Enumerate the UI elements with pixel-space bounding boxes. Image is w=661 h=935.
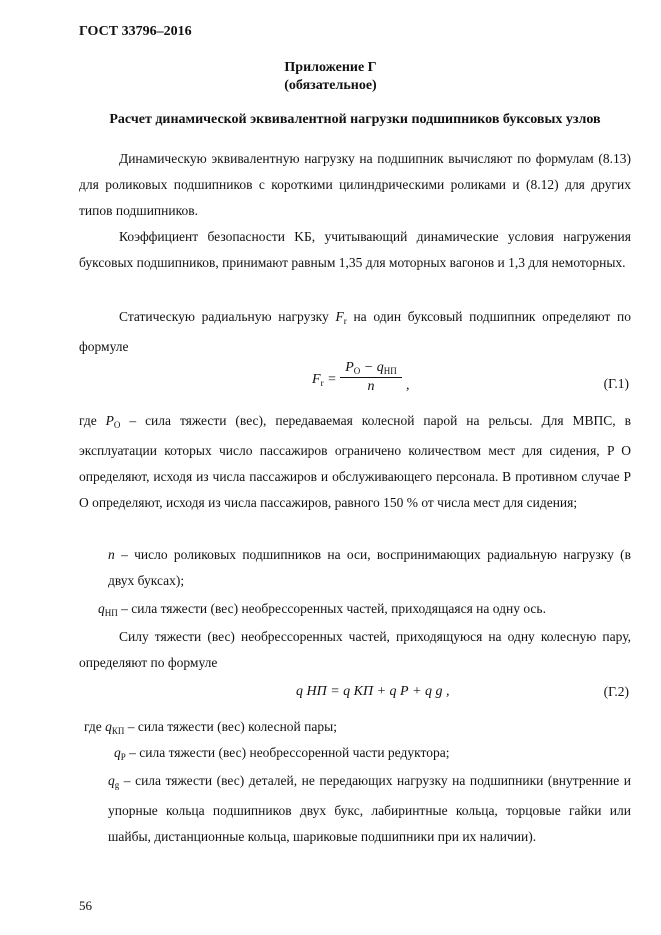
- formula-1-fraction: [340, 360, 402, 395]
- formula-2-number: (Г.2): [603, 684, 629, 699]
- appendix-status: (обязательное): [284, 78, 377, 93]
- formula-1-comma: ,: [406, 378, 410, 393]
- formula-1-numerator: $P_O - q_{НП}$: [340, 360, 402, 378]
- definition-qg: $q_g$ – сила тяжести (вес) деталей, не передающих нагрузку на подшипники (внутренние и упорные кольца подшипников двух букс, лабиринтные кольца, торцовые гайки или шайбы, дистанционные кольца, шариковые подшипники при их наличии).: [108, 773, 632, 844]
- fr-symbol: $F_r$: [335, 309, 347, 326]
- definition-n: n – число роликовых подшипников на оси, воспринимающих радиальную нагрузку (в двух буксах);: [108, 547, 632, 588]
- page-number: 56: [79, 898, 92, 913]
- section-title: Расчет динамической эквивалентной нагрузки подшипников буксовых узлов: [109, 112, 601, 127]
- paragraph-4: Силу тяжести (вес) необрессоренных частей, приходящуюся на одну колесную пару, определяют по формуле: [79, 629, 631, 670]
- document-code: ГОСТ 33796–2016: [79, 24, 192, 39]
- paragraph-3-part-b: на один буксовый подшипник определяют по формуле: [79, 309, 632, 354]
- definition-qkp: где $q_{КП}$ – сила тяжести (вес) колесной пары;: [84, 719, 337, 736]
- definition-qr: $q_Р$ – сила тяжести (вес) необрессоренной части редуктора;: [114, 745, 450, 762]
- appendix-title: Приложение Г: [284, 60, 377, 75]
- definition-po: где $P_O$ – сила тяжести (вес), передаваемая колесной парой на рельсы. Для МВПС, в эксплуатации которых число пассажиров ограничено количеством мест для сидения, P O определяют, исходя из числа пассажиров и обслуживающего персонала. В противном случае P O определяют, исходя из числа пассажиров, равного 150 % от числа мест для сидения;: [79, 413, 632, 510]
- formula-1-denominator: n: [367, 379, 375, 394]
- paragraph-3: [79, 304, 631, 360]
- definition-qnp: $q_{НП}$ – сила тяжести (вес) необрессоренных частей, приходящаяся на одну ось.: [98, 601, 546, 618]
- formula-1-number: (Г.1): [603, 376, 629, 391]
- formula-2: q НП = q КП + q Р + q g ,: [296, 684, 450, 699]
- paragraph-1: Динамическую эквивалентную нагрузку на подшипник вычисляют по формулам (8.13) для роликовых подшипников с короткими цилиндрическими роликами и (8.12) для других типов подшипников.: [79, 151, 631, 218]
- paragraph-3-part-a: Статическую радиальную нагрузку: [119, 309, 329, 324]
- formula-1-lhs: $F_r$ =: [312, 372, 337, 388]
- paragraph-2: Коэффициент безопасности KБ, учитывающий динамические условия нагружения буксовых подшипников, принимают равным 1,35 для моторных вагонов и 1,3 для немоторных.: [79, 229, 631, 270]
